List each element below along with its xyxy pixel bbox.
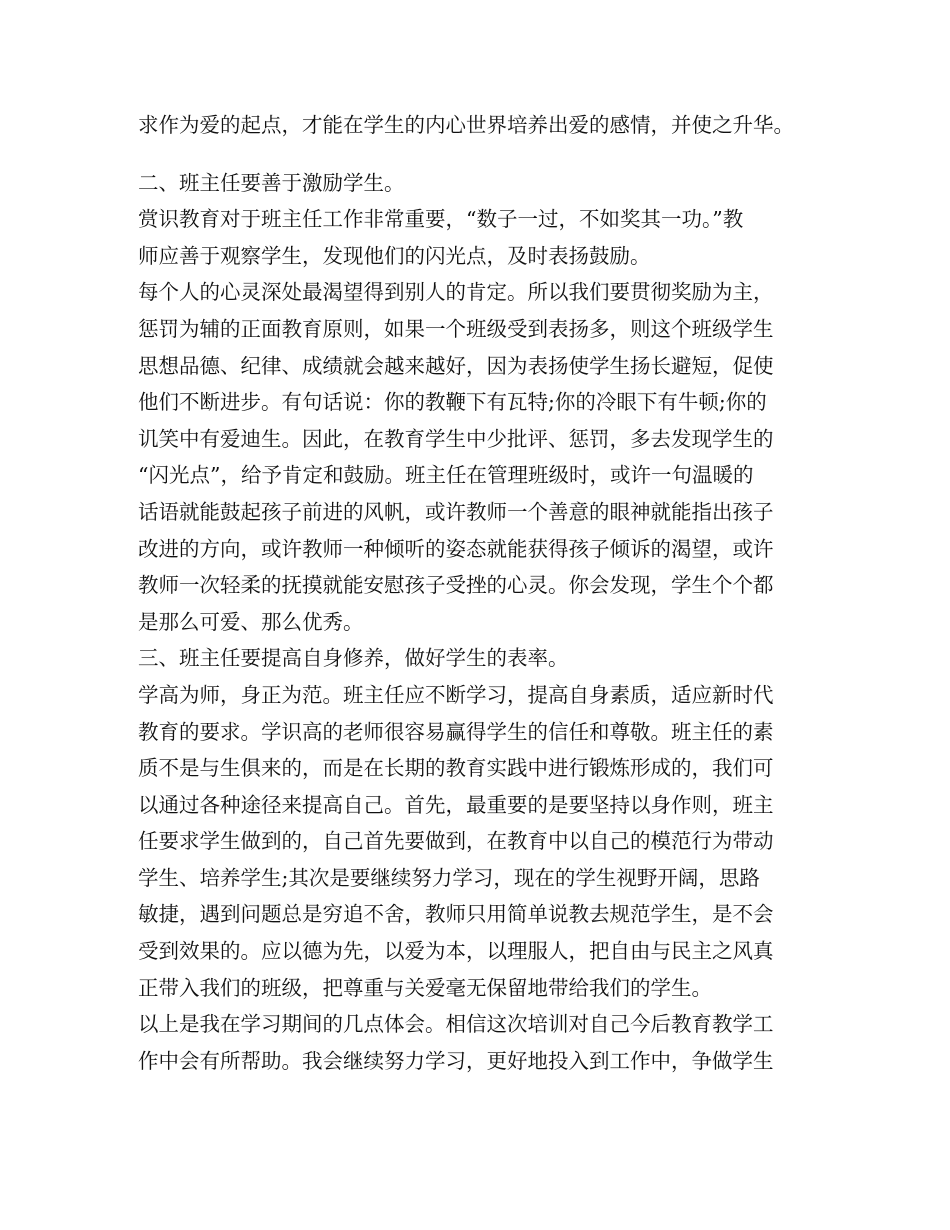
text-line: 他们不断进步。有句话说：你的教鞭下有瓦特;你的冷眼下有牛顿;你的: [138, 390, 767, 415]
text-line: “闪光点”，给予肯定和鼓励。班主任在管理班级时，或许一句温暖的: [138, 463, 754, 488]
text-line: 作中会有所帮助。我会继续努力学习，更好地投入到工作中，争做学生: [138, 1048, 774, 1073]
body-text: [138, 107, 828, 1079]
text-line: 改进的方向，或许教师一种倾听的姿态就能获得孩子倾诉的渴望，或许: [138, 536, 774, 561]
section-heading-3: 三、班主任要提高自身修养，做好学生的表率。: [138, 646, 569, 671]
text-line: 学高为师，身正为范。班主任应不断学习，提高自身素质，适应新时代: [138, 682, 774, 707]
text-line: 以上是我在学习期间的几点体会。相信这次培训对自己今后教育教学工: [138, 1012, 774, 1037]
text-line: 任要求学生做到的，自己首先要做到，在教育中以自己的模范行为带动: [138, 829, 774, 854]
text-line: 以通过各种途径来提高自己。首先，最重要的是要坚持以身作则，班主: [138, 792, 774, 817]
text-line: 话语就能鼓起孩子前进的风帆，或许教师一个善意的眼神就能指出孩子: [138, 499, 774, 524]
text-line: 每个人的心灵深处最渴望得到别人的肯定。所以我们要贯彻奖励为主，: [138, 280, 774, 305]
text-line: 惩罚为辅的正面教育原则，如果一个班级受到表扬多，则这个班级学生: [138, 316, 774, 341]
text-line: 是那么可爱、那么优秀。: [138, 609, 364, 634]
text-line: 赏识教育对于班主任工作非常重要，“数子一过，不如奖其一功。”教: [138, 207, 744, 232]
text-line: 思想品德、纪律、成绩就会越来越好，因为表扬使学生扬长避短，促使: [138, 353, 774, 378]
text-line: 教师一次轻柔的抚摸就能安慰孩子受挫的心灵。你会发现，学生个个都: [138, 573, 774, 598]
text-line: 讥笑中有爱迪生。因此，在教育学生中少批评、惩罚，多去发现学生的: [138, 426, 774, 451]
paragraph-gap: [138, 144, 828, 165]
text-line: 质不是与生俱来的，而是在长期的教育实践中进行锻炼形成的，我们可: [138, 756, 774, 781]
text-line: 教育的要求。学识高的老师很容易赢得学生的信任和尊敬。班主任的素: [138, 719, 774, 744]
text-line: 求作为爱的起点，才能在学生的内心世界培养出爱的感情，并使之升华。: [138, 113, 794, 137]
text-line: 受到效果的。应以德为先，以爱为本，以理服人，把自由与民主之风真: [138, 939, 774, 964]
text-line: 师应善于观察学生，发现他们的闪光点，及时表扬鼓励。: [138, 243, 651, 268]
section-heading-2: 二、班主任要善于激励学生。: [138, 170, 405, 195]
text-line: 学生、培养学生;其次是要继续努力学习，现在的学生视野开阔，思路: [138, 865, 760, 890]
text-line: 正带入我们的班级，把尊重与关爱毫无保留地带给我们的学生。: [138, 975, 712, 1000]
text-line: 敏捷，遇到问题总是穷追不舍，教师只用简单说教去规范学生，是不会: [138, 902, 774, 927]
